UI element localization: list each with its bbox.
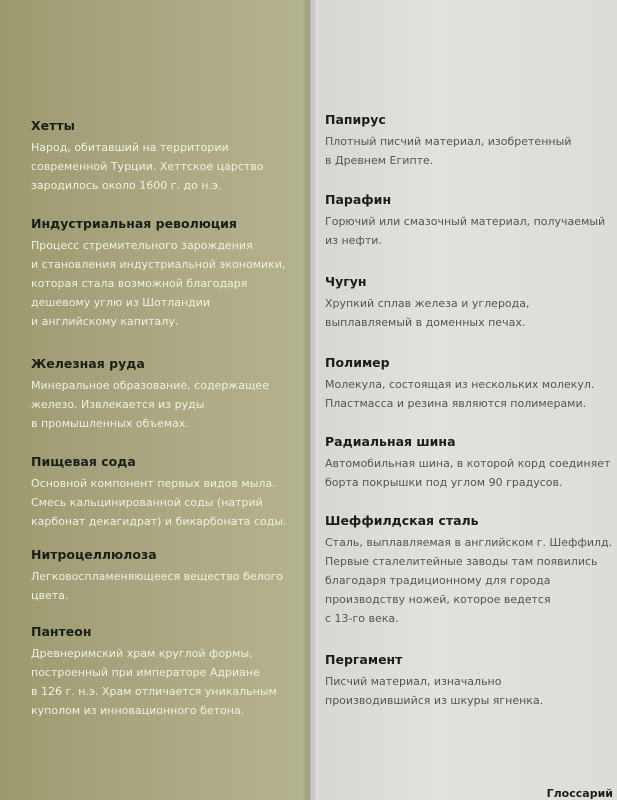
definition-line: Горючий или смазочный материал, получаемый [325,215,606,228]
definition-line: выплавляемый в доменных печах. [325,316,526,329]
entry-term: Пищевая сода [31,454,136,469]
entry-definition [325,132,571,170]
entry-definition [325,212,605,250]
entry-term: Радиальная шина [325,434,456,449]
entry-term: Чугун [325,274,367,289]
definition-line: которая стала возможной благодаря [31,277,248,290]
glossary-entry [325,355,594,413]
definition-line: Основной компонент первых видов мыла. [31,477,276,490]
definition-line: Автомобильная шина, в которой корд соединяет [325,457,611,470]
definition-line: и английскому капиталу. [31,315,179,328]
definition-line: Народ, обитавший на территории [31,141,229,154]
definition-line: зародилось около 1600 г. до н.э. [31,179,222,192]
entry-term: Индустриальная революция [31,216,237,231]
definition-line: Хрупкий сплав железа и углерода, [325,297,530,310]
definition-line: из нефти. [325,234,382,247]
entry-term: Шеффилдская сталь [325,513,479,528]
definition-line: Древнеримский храм круглой формы, [31,647,253,660]
definition-line: Молекула, состоящая из нескольких молекул. [325,378,595,391]
definition-line: Плотный писчий материал, изобретенный [325,135,572,148]
definition-line: Первые сталелитейные заводы там появились [325,555,598,568]
entry-definition [31,644,277,720]
definition-line: в 126 г. н.э. Храм отличается уникальным [31,685,277,698]
entry-definition [31,567,283,605]
definition-line: борта покрышки под углом 90 градусов. [325,476,563,489]
entry-term: Нитроцеллюлоза [31,547,157,562]
glossary-entry [325,434,610,492]
definition-line: цвета. [31,589,69,602]
glossary-entry [325,652,543,710]
definition-line: Легковоспламеняющееся вещество белого [31,570,283,583]
definition-line: производившийся из шкуры ягненка. [325,694,544,707]
definition-line: Процесс стремительного зарождения [31,239,253,252]
glossary-entry [325,112,571,170]
entry-term: Парафин [325,192,392,207]
entry-definition [325,375,594,413]
definition-line: в Древнем Египте. [325,154,434,167]
definition-line: Сталь, выплавляемая в английском г. Шеффилд. [325,536,613,549]
glossary-entry [31,118,264,195]
definition-line: современной Турции. Хеттское царство [31,160,264,173]
glossary-entry [31,216,285,331]
definition-line: производству ножей, которое ведется [325,593,551,606]
definition-line: Пластмасса и резина являются полимерами. [325,397,587,410]
definition-line: в промышленных объемах. [31,417,189,430]
definition-line: дешевому углю из Шотландии [31,296,211,309]
definition-line: Смесь кальцинированной соды (натрий [31,496,263,509]
glossary-entry [325,192,605,250]
entry-definition [31,376,269,433]
entry-term: Хетты [31,118,75,133]
entry-term: Пергамент [325,652,403,667]
entry-definition [325,672,543,710]
glossary-entry [325,274,530,332]
entry-term: Железная руда [31,356,145,371]
entry-definition [325,533,612,628]
entry-term: Пантеон [31,624,92,639]
definition-line: с 13-го века. [325,612,399,625]
definition-line: и становления индустриальной экономики, [31,258,286,271]
footer-section-label: Глоссарий [546,787,613,800]
definition-line: Писчий материал, изначально [325,675,502,688]
entry-definition [31,474,287,531]
right-page [310,0,617,800]
definition-line: построенный при императоре Адриане [31,666,260,679]
glossary-entry [31,356,269,433]
definition-line: железо. Извлекается из руды [31,398,205,411]
entry-definition [31,236,285,331]
glossary-entry [325,513,612,628]
definition-line: куполом из инновационного бетона. [31,704,245,717]
entry-term: Папирус [325,112,386,127]
definition-line: Минеральное образование, содержащее [31,379,269,392]
definition-line: благодаря традиционному для города [325,574,551,587]
glossary-entry [31,454,287,531]
entry-definition [31,138,264,195]
glossary-entry [31,547,283,605]
entry-term: Полимер [325,355,390,370]
book-gutter [302,0,318,800]
entry-definition [325,294,530,332]
glossary-entry [31,624,277,720]
entry-definition [325,454,610,492]
definition-line: карбонат декагидрат) и бикарбоната соды. [31,515,287,528]
